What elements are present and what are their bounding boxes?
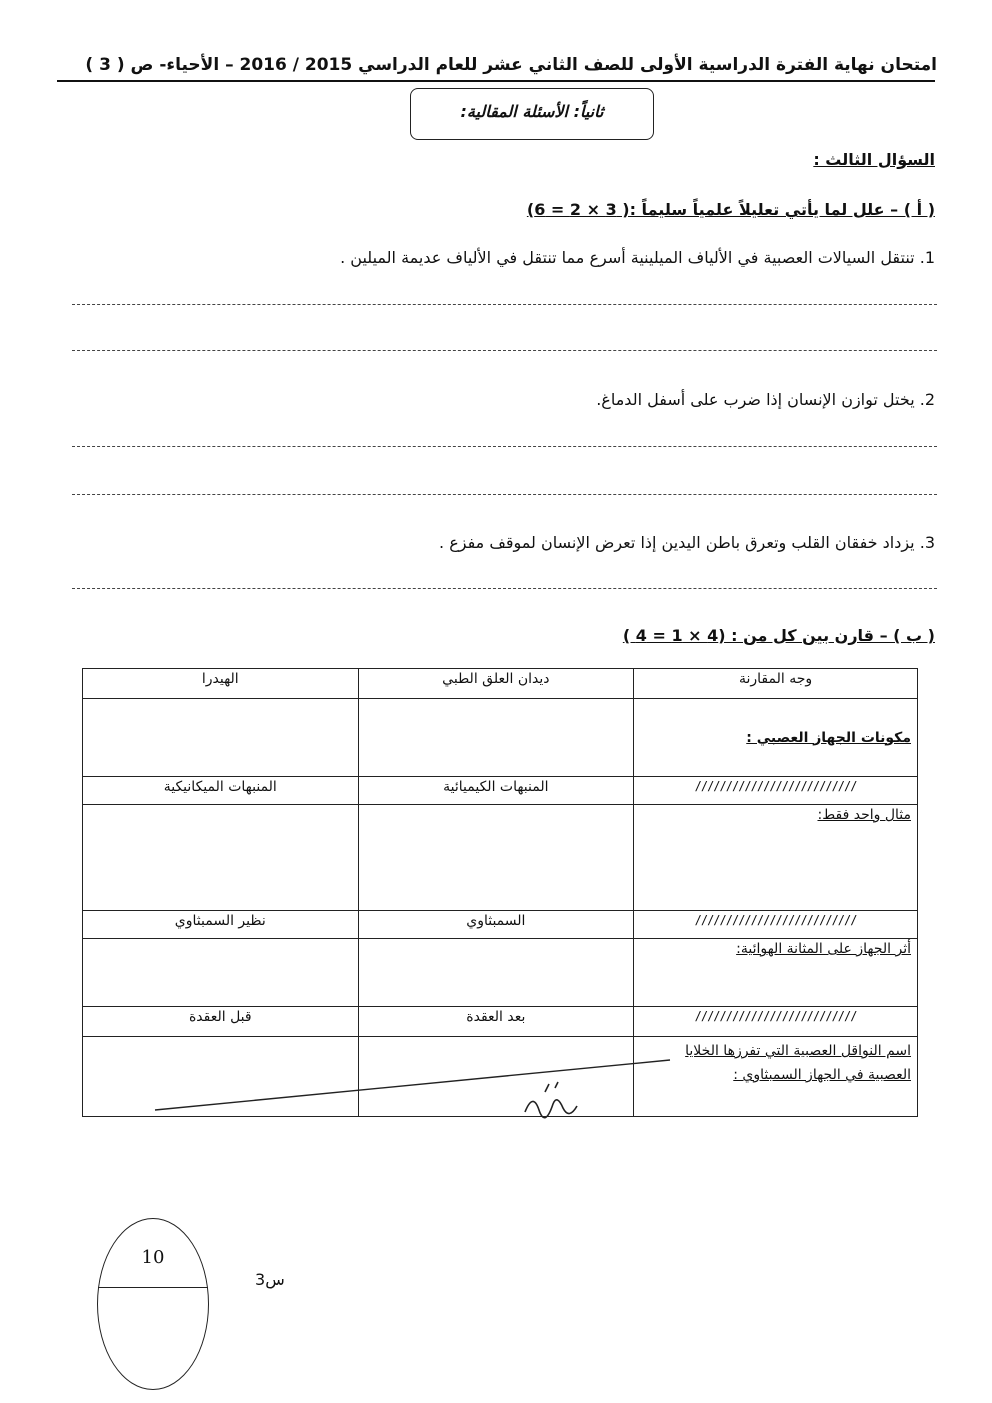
hatched-cell: ////////////////////////// (634, 777, 918, 805)
row-label-text: مكونات الجهاز العصبي : (746, 729, 911, 746)
answer-cell[interactable] (358, 805, 634, 911)
comparison-table (82, 668, 918, 1117)
table-row (83, 777, 918, 805)
part-a-item-2: 2. يختل توازن الإنسان إذا ضرب على أسفل الدماغ. (596, 390, 935, 409)
answer-line[interactable] (72, 304, 937, 305)
answer-line[interactable] (72, 494, 937, 495)
row-label (634, 699, 918, 777)
table-row (83, 1007, 918, 1037)
hatched-cell: ////////////////////////// (634, 1007, 918, 1037)
part-a-item-1: 1. تنتقل السيالات العصبية في الألياف الميلينية أسرع مما تنتقل في الألياف عديمة الميلين . (340, 248, 935, 267)
row-label (634, 939, 918, 1007)
table-cell: قبل العقدة (83, 1007, 359, 1037)
question-title: السؤال الثالث : (813, 150, 935, 169)
hatched-cell: ////////////////////////// (634, 911, 918, 939)
score-oval (97, 1218, 209, 1390)
answer-cell[interactable] (358, 699, 634, 777)
section-title-box (410, 88, 654, 140)
section-title: ثانياً: الأسئلة المقالية: (460, 102, 604, 121)
part-a-title: ( أ ) – علل لما يأتي تعليلاً علمياً سليماً :( 3 × 2 = 6) (526, 200, 935, 219)
row-label-text: مثال واحد فقط: (817, 807, 911, 823)
table-row (83, 911, 918, 939)
part-b-title: ( ب ) – قارن بين كل من : (4 × 1 = 4 ) (622, 626, 935, 645)
table-cell: نظير السمبثاوي (83, 911, 359, 939)
part-a-item-3: 3. يزداد خفقان القلب وتعرق باطن اليدين إذا تعرض الإنسان لموقف مفزع . (439, 533, 935, 552)
table-header-cell: وجه المقارنة (634, 669, 918, 699)
score-divider (98, 1287, 208, 1288)
answer-cell[interactable] (83, 939, 359, 1007)
exam-header: امتحان نهاية الفترة الدراسية الأولى للصف الثاني عشر للعام الدراسي 2015 / 2016 – الأحياء- ص ( 3 ) (85, 55, 937, 75)
answer-cell[interactable] (83, 699, 359, 777)
table-cell: بعد العقدة (358, 1007, 634, 1037)
table-header-cell: الهيدرا (83, 669, 359, 699)
table-cell: السمبثاوي (358, 911, 634, 939)
answer-line[interactable] (72, 446, 937, 447)
table-row (83, 805, 918, 911)
answer-line[interactable] (72, 350, 937, 351)
table-cell: المنبهات الكيميائية (358, 777, 634, 805)
header-underline (57, 80, 935, 82)
row-label (634, 805, 918, 911)
table-cell: المنبهات الميكانيكية (83, 777, 359, 805)
table-header-row (83, 669, 918, 699)
score-value: 10 (141, 1247, 165, 1268)
table-header-cell: ديدان العلق الطبي (358, 669, 634, 699)
table-row (83, 939, 918, 1007)
row-label-text: اسم النواقل العصبية التي تفرزها الخلايا العصبية في الجهاز السمبثاوي : (685, 1043, 911, 1083)
answer-line[interactable] (72, 588, 937, 589)
signature-mark (150, 1052, 710, 1132)
table-row (83, 699, 918, 777)
answer-cell[interactable] (83, 805, 359, 911)
row-label-text: أثر الجهاز على المثانة الهوائية: (736, 941, 911, 957)
answer-cell[interactable] (358, 939, 634, 1007)
page-mark: س3 (255, 1270, 285, 1289)
